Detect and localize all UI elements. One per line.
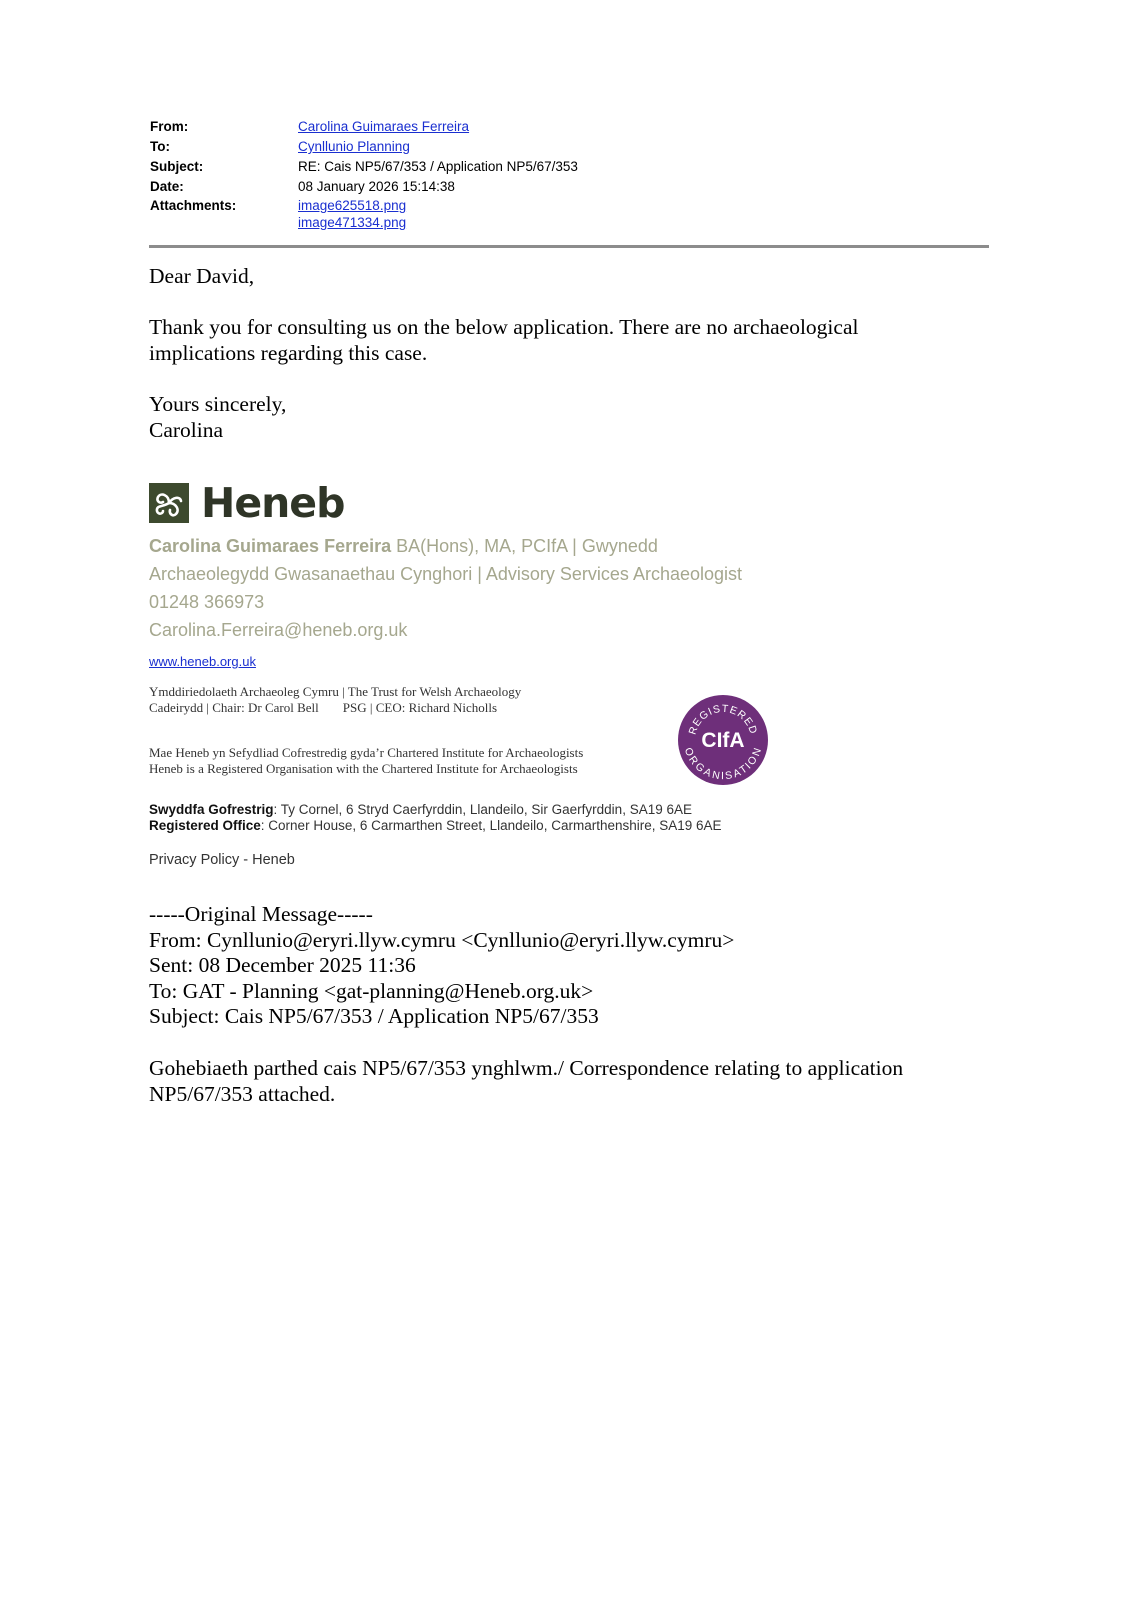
office-cy-line — [149, 802, 692, 818]
office-en-label: Registered Office — [149, 818, 261, 833]
signature-name: Carolina Guimaraes Ferreira — [149, 536, 392, 556]
signature-phone: 01248 366973 — [149, 592, 265, 612]
original-subject: Subject: Cais NP5/67/353 / Application NP5/67/353 — [149, 1004, 599, 1028]
from-link[interactable]: Carolina Guimaraes Ferreira — [298, 119, 470, 134]
attachments-label: Attachments: — [150, 198, 237, 213]
chair-text: Cadeirydd | Chair: Dr Carol Bell — [149, 700, 319, 715]
leadership-line — [149, 700, 497, 716]
office-en-value: : Corner House, 6 Carmarthen Street, Llandeilo, Carmarthenshire, SA19 6AE — [260, 818, 722, 833]
to-row — [150, 137, 990, 157]
header-divider — [149, 245, 989, 248]
trust-line: Ymddiriedolaeth Archaeoleg Cymru | The Trust for Welsh Archaeology — [149, 684, 522, 699]
greeting: Dear David, — [149, 264, 255, 288]
original-message — [149, 902, 989, 1030]
subject-row — [150, 157, 990, 177]
date-label: Date: — [150, 179, 184, 194]
heneb-triskele-icon — [149, 483, 189, 523]
to-link[interactable]: Cynllunio Planning — [298, 139, 410, 154]
signature-credentials: BA(Hons), MA, PCIfA | Gwynedd — [391, 536, 658, 556]
badge-bottom-text: ORGANISATION — [681, 746, 765, 783]
registration-cy: Mae Heneb yn Sefydliad Cofrestredig gyda’r Chartered Institute for Archaeologists — [149, 745, 584, 760]
office-en-line — [149, 818, 722, 834]
registration-en: Heneb is a Registered Organisation with the Chartered Institute for Archaeologists — [149, 761, 578, 776]
body-line-1: Thank you for consulting us on the below application. There are no archaeological — [149, 315, 859, 339]
closing-block — [149, 392, 989, 443]
subject-label: Subject: — [150, 159, 204, 174]
date-row — [150, 177, 990, 197]
signature-role: Archaeolegydd Gwasanaethau Cynghori | Advisory Services Archaeologist — [149, 564, 743, 584]
office-cy-value: : Ty Cornel, 6 Stryd Caerfyrddin, Llandeilo, Sir Gaerfyrddin, SA19 6AE — [273, 802, 692, 817]
attachments-row-2 — [150, 214, 990, 231]
attachment-link[interactable]: image625518.png — [298, 198, 407, 213]
signature-name-line — [149, 535, 658, 557]
original-sent: Sent: 08 December 2025 11:36 — [149, 953, 416, 977]
badge-top-text: REGISTERED — [686, 702, 760, 737]
website-link[interactable]: www.heneb.org.uk — [149, 654, 256, 669]
office-cy-label: Swyddfa Gofrestrig — [149, 802, 274, 817]
body-paragraph — [149, 315, 989, 366]
attachment-link[interactable]: image471334.png — [298, 215, 407, 230]
email-header — [150, 117, 990, 231]
closing: Yours sincerely, — [149, 392, 287, 416]
privacy-policy: Privacy Policy - Heneb — [149, 852, 295, 868]
signature-email: Carolina.Ferreira@heneb.org.uk — [149, 620, 408, 640]
cifa-registered-badge-icon — [677, 694, 769, 786]
attachments-row — [150, 197, 990, 214]
from-row — [150, 117, 990, 137]
ceo-text: PSG | CEO: Richard Nicholls — [342, 700, 498, 715]
subject-value: RE: Cais NP5/67/353 / Application NP5/67/353 — [298, 159, 578, 174]
to-label: To: — [150, 139, 170, 154]
original-body-line-1: Gohebiaeth parthed cais NP5/67/353 ynghlwm./ Correspondence relating to application — [149, 1056, 904, 1080]
logo-wordmark: Heneb — [201, 479, 345, 527]
body-line-2: implications regarding this case. — [149, 340, 428, 365]
original-body — [149, 1056, 989, 1107]
heneb-logo — [149, 479, 345, 527]
original-to: To: GAT - Planning <gat-planning@Heneb.org.uk> — [149, 978, 594, 1003]
original-separator: -----Original Message----- — [149, 902, 373, 926]
badge-center-text: CIfA — [701, 729, 745, 752]
original-from: From: Cynllunio@eryri.llyw.cymru <Cynllunio@eryri.llyw.cymru> — [149, 927, 735, 952]
sender-first-name: Carolina — [149, 417, 224, 442]
from-label: From: — [150, 119, 189, 134]
original-body-line-2: NP5/67/353 attached. — [149, 1081, 336, 1106]
date-value: 08 January 2026 15:14:38 — [298, 179, 455, 194]
